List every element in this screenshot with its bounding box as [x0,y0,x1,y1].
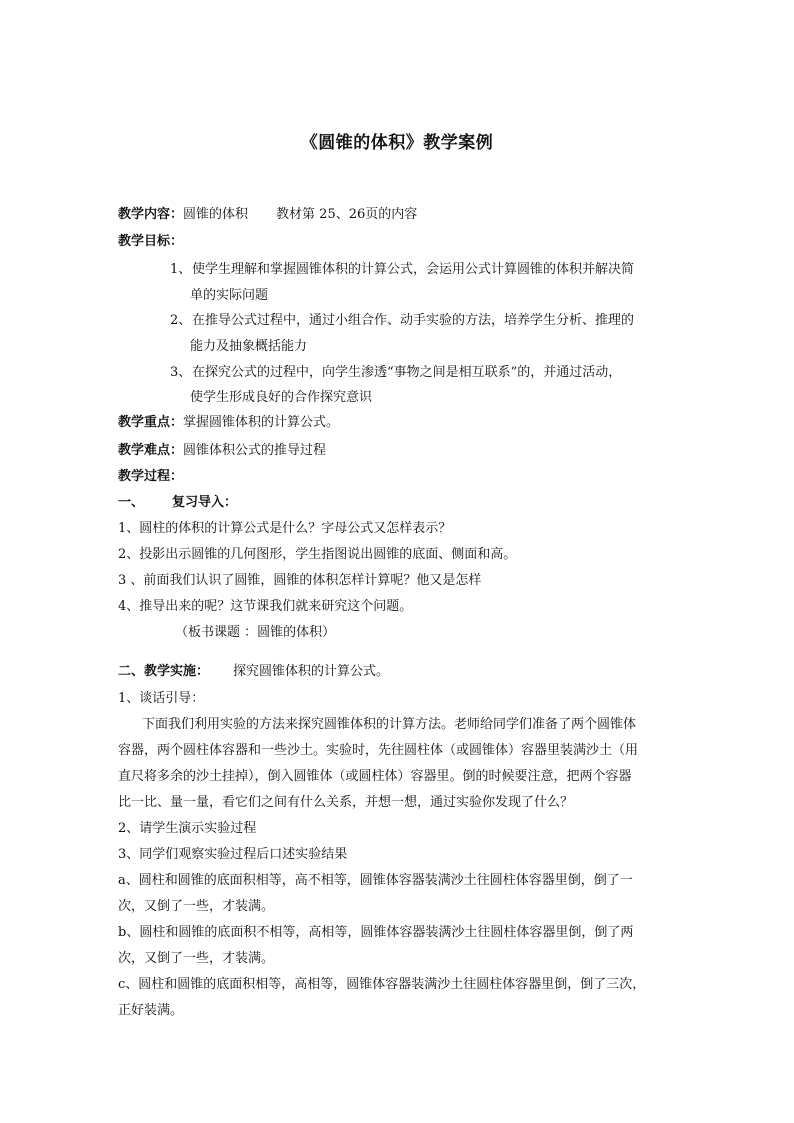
colon: ： [170,469,184,484]
difficulty-line [118,442,326,460]
colon: ： [170,207,184,222]
result-a: a、圆柱和圆锥的底面积相等，高不相等，圆锥体容器装满沙土往圆柱体容器里倒，倒了一 [118,873,633,888]
goal-text: 在探究公式的过程中，向学生渗透“事物之间是相互联系”的，并通过活动， [192,365,622,380]
content-text-2: 教材第 25、26页的内容 [276,207,418,222]
step-2: 2、请学生演示实验过程 [118,821,257,836]
goal-item-3 [170,364,621,382]
result-b-cont: 次，又倒了一些，才装满。 [118,951,275,966]
colon: ： [170,415,184,430]
section1-line-2: 2、投影出示圆锥的几何图形，学生指图说出圆锥的底面、侧面和高。 [118,547,517,562]
section2-title: 二、教学实施 [118,664,197,679]
process-line [118,468,183,486]
goal-text: 在推导公式过程中，通过小组合作、动手实验的方法，培养学生分析、推理的 [192,313,635,328]
goal-number: 2、 [170,313,192,328]
step-1: 1、谈话引导： [118,691,205,706]
colon: ： [170,443,184,458]
goal-number: 1、 [170,262,192,277]
difficulty-label: 教学难点 [118,443,171,458]
section1-number: 一、 [118,495,145,510]
section1-line-4: 4、推导出来的呢？这节课我们就来研究这个问题。 [118,599,413,614]
key-point-line [118,414,339,432]
goal-number: 3、 [170,365,192,380]
goal-item-1-cont: 单的实际问题 [190,288,269,303]
result-c: c、圆柱和圆锥的底面积相等，高相等，圆锥体容器装满沙土往圆柱体容器里倒，倒了三次， [118,977,646,992]
difficulty-text: 圆锥体积公式的推导过程 [183,443,327,458]
result-b: b、圆柱和圆锥的底面积不相等，高相等，圆锥体容器装满沙土往圆柱体容器里倒，倒了两 [118,925,634,940]
goal-item-2 [170,312,634,330]
result-c-cont: 正好装满。 [118,1003,184,1018]
process-label: 教学过程 [118,469,171,484]
goal-item-1 [170,261,634,279]
content-line [118,206,417,224]
paragraph-line-4: 比一比、量一量，看它们之间有什么关系，并想一想，通过实验你发现了什么？ [118,795,574,810]
content-text: 圆锥的体积 [183,207,249,222]
paragraph-line-3: 直尺将多余的沙土挂掉），倒入圆锥体（或圆柱体）容器里。倒的时候要注意，把两个容器 [118,769,632,784]
result-a-cont: 次，又倒了一些，才装满。 [118,899,275,914]
section2-text: 探究圆锥体积的计算公式。 [233,664,390,679]
content-label: 教学内容 [118,207,171,222]
key-point-label: 教学重点 [118,415,171,430]
goal-item-3-cont: 使学生形成良好的合作探究意识 [190,390,373,405]
colon: ： [170,234,184,249]
paragraph-line-1: 下面我们利用实验的方法来探究圆锥体积的计算方法。老师给同学们准备了两个圆锥体 [142,717,637,732]
section2-heading [118,663,389,681]
goal-text: 使学生理解和掌握圆锥体积的计算公式，会运用公式计算圆锥的体积并解决简 [192,262,635,277]
paragraph-line-2: 容器，两个圆柱体容器和一些沙土。实验时，先往圆柱体（或圆锥体）容器里装满沙土（用 [118,743,639,758]
step-3: 3、同学们观察实验过程后口述实验结果 [118,847,348,862]
colon: ： [224,495,238,510]
goals-line [118,233,183,251]
colon: ： [196,664,210,679]
goal-item-2-cont: 能力及抽象概括能力 [190,339,308,354]
section1-heading [118,494,237,512]
section1-title: 复习导入 [172,495,225,510]
section1-line-1: 1、圆柱的体积的计算公式是什么？字母公式又怎样表示？ [118,521,452,536]
board-title: （板书课题 ：圆锥的体积） [175,625,336,640]
section1-line-3: 3 、前面我们认识了圆锥，圆锥的体积怎样计算呢？他又是怎样 [118,573,482,588]
document-title: 《圆锥的体积》教学案例 [300,133,494,153]
goals-label: 教学目标 [118,234,171,249]
key-point-text: 掌握圆锥体积的计算公式。 [183,415,340,430]
